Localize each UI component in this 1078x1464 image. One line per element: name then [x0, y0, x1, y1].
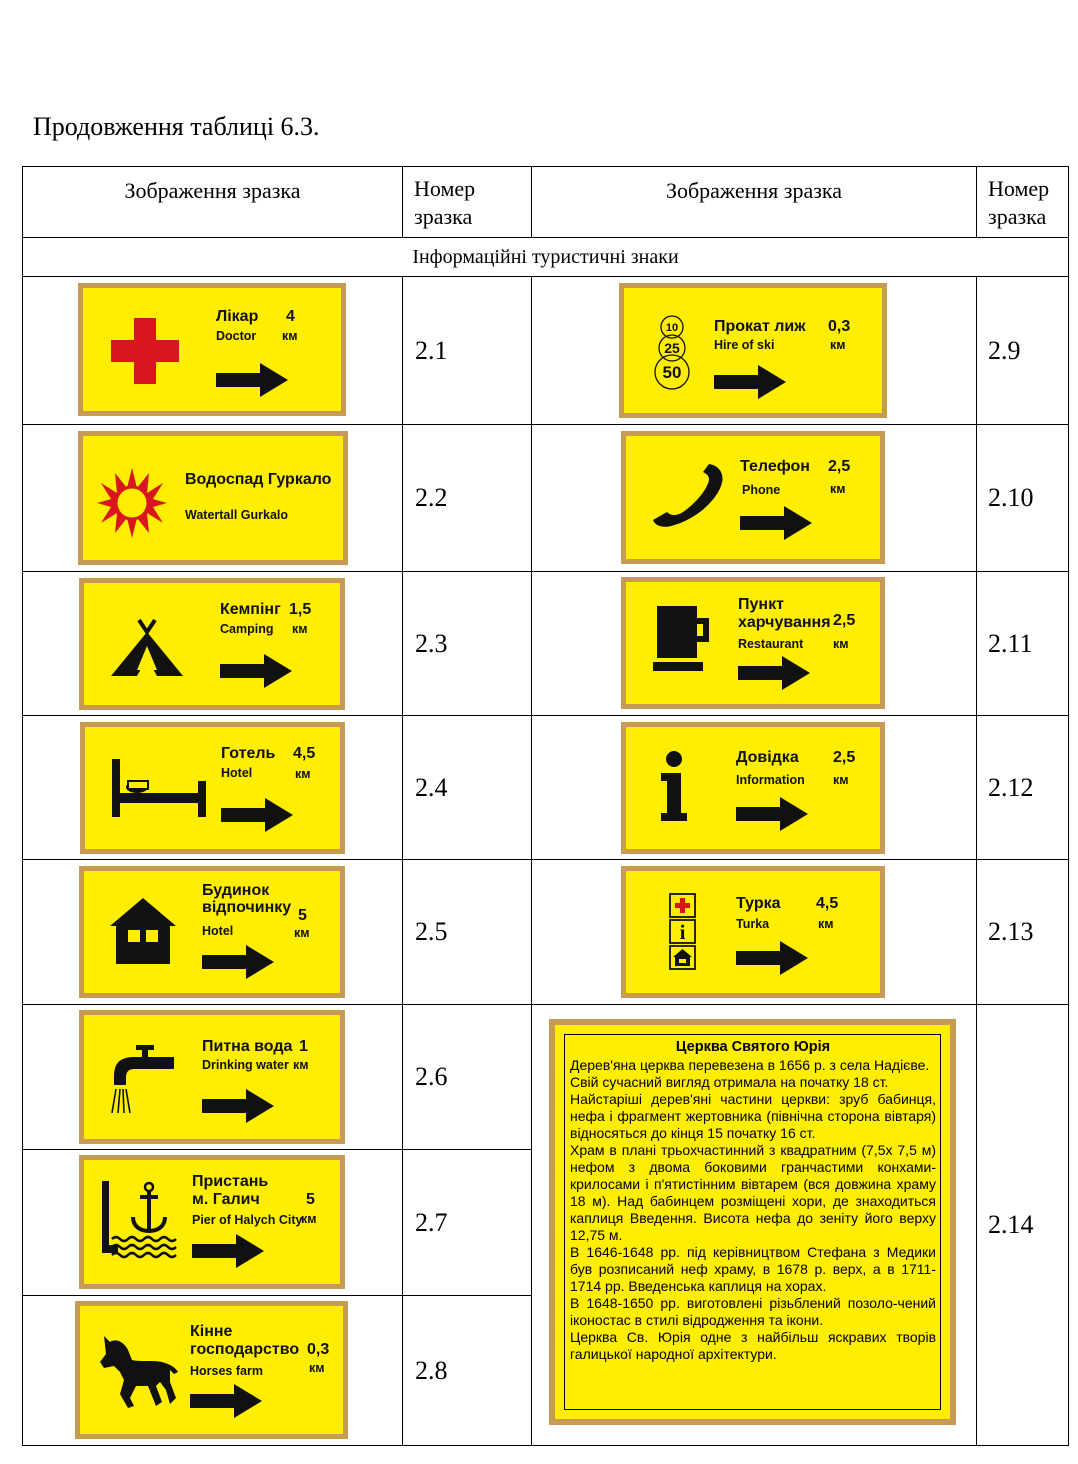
sign-cell-2-13	[532, 860, 977, 1005]
tent-icon	[111, 618, 191, 678]
arrow-right-icon	[220, 654, 294, 690]
water-tap-icon	[108, 1043, 174, 1117]
info-paragraph: В 1646-1648 рр. під керівництвом Стефана з Медики був розписаний неф храму, в 1678 р. верх, а в 1711-1714 рр. Введенська каплиця на хорах.	[570, 1244, 936, 1294]
sign-unit: км	[301, 1212, 317, 1226]
sign-name-line2: м. Галич	[192, 1191, 260, 1208]
sign-number: 2.8	[403, 1296, 532, 1446]
sign-name-en: Horses farm	[190, 1364, 263, 1378]
ski-circle-small: 10	[665, 322, 679, 334]
sign-number: 2.6	[403, 1005, 532, 1150]
info-icon	[659, 751, 689, 823]
header-number-col-right: Номер зразка	[977, 167, 1069, 238]
arrow-right-icon	[714, 365, 788, 401]
info-paragraph: В 1648-1650 рр. виготовлені різьблений позоло-чений іконостас в стилі відродження та ікони.	[570, 1295, 936, 1328]
ski-circle-large: 50	[662, 363, 682, 382]
sign-unit: км	[830, 482, 846, 496]
table-caption: Продовження таблиці 6.3.	[33, 112, 320, 141]
sign-cell-2-7	[23, 1150, 403, 1296]
header-image-col-left: Зображення зразка	[23, 167, 403, 238]
sign-distance: 2,5	[833, 749, 856, 766]
ski-icon	[652, 314, 692, 390]
sign-distance: 0,3	[307, 1341, 330, 1358]
sign-number: 2.2	[403, 425, 532, 572]
sign-cell-2-4	[23, 716, 403, 860]
header-number-col-left: Номер зразка	[403, 167, 532, 238]
sign-name-line1: Кінне	[190, 1323, 233, 1340]
sign-name-en: Camping	[220, 622, 274, 636]
sign-distance: 5	[306, 1191, 315, 1208]
red-cross-icon	[111, 318, 179, 384]
services-icon	[669, 893, 697, 971]
sign-unit: км	[830, 338, 846, 352]
sign-name-line1: Пристань	[192, 1173, 269, 1190]
sign-name-line1: Пункт	[738, 596, 784, 613]
sign-information	[621, 722, 885, 854]
sign-waterfall	[78, 431, 348, 565]
phone-icon	[651, 464, 725, 528]
sign-church-info-board	[549, 1019, 956, 1425]
sign-phone	[621, 431, 885, 564]
sign-number: 2.12	[977, 716, 1069, 860]
sign-number: 2.14	[977, 1005, 1069, 1446]
sign-unit: км	[818, 917, 834, 931]
horse-icon	[96, 1332, 180, 1410]
sign-rest-house	[79, 866, 345, 998]
sign-name: Готель	[221, 745, 276, 762]
sign-number: 2.11	[977, 572, 1069, 716]
services-info-letter: i	[679, 920, 686, 944]
sign-name-en: Hotel	[221, 766, 253, 780]
sign-restaurant	[621, 577, 885, 709]
sign-name-line2: харчування	[738, 614, 831, 631]
sign-distance: 5	[298, 907, 307, 924]
sign-number: 2.3	[403, 572, 532, 716]
sign-camping	[79, 578, 345, 710]
house-icon	[110, 898, 176, 966]
signs-table	[22, 166, 1069, 1446]
section-title: Інформаційні туристичні знаки	[23, 238, 1069, 277]
sign-drinking-water	[79, 1010, 345, 1144]
sign-cell-2-9	[532, 277, 977, 425]
sign-number: 2.9	[977, 277, 1069, 425]
sign-name-en: Turka	[736, 917, 770, 931]
bed-icon	[110, 759, 208, 817]
arrow-right-icon	[216, 363, 290, 399]
sign-unit: км	[833, 637, 849, 651]
sign-doctor	[78, 283, 346, 416]
sign-name-en: Hire of ski	[714, 338, 775, 352]
sign-name: Кемпінг	[220, 601, 281, 618]
info-paragraph: Дерев'яна церква перевезена в 1656 р. з села Надієве.	[570, 1057, 930, 1073]
info-paragraph: Найстаріші дерев'яні частини церкви: зруб бабинця, нефа і фрагмент жертовника (північна сторона вівтаря) відносяться до кінця 15 початку 16 ст.	[570, 1091, 936, 1141]
info-paragraph: Свій сучасний вигляд отримала на початку 18 ст.	[570, 1074, 889, 1090]
sign-name-en: Drinking water	[202, 1058, 289, 1072]
arrow-right-icon	[738, 656, 812, 692]
arrow-right-icon	[740, 506, 814, 542]
sign-cell-2-8	[23, 1296, 403, 1446]
sign-horse-farm	[75, 1301, 348, 1439]
sign-hotel	[80, 722, 345, 854]
sign-cell-2-12	[532, 716, 977, 860]
sign-name: Лікар	[216, 308, 259, 325]
info-paragraph: Церква Св. Юрія одне з найбільш яскравих творів галицької народної архітектури.	[570, 1329, 936, 1362]
sign-unit: км	[294, 926, 310, 940]
sign-ski-hire	[619, 283, 887, 418]
sign-unit: км	[295, 767, 311, 781]
sign-unit: км	[293, 1058, 309, 1072]
sign-distance: 0,3	[828, 318, 851, 335]
sign-name: Водоспад Гуркало	[185, 471, 332, 488]
sign-name: Прокат лиж	[714, 318, 806, 335]
sign-distance: 4	[286, 308, 295, 325]
sign-name-en: Watertall Gurkalo	[185, 508, 289, 522]
sign-name-en: Information	[736, 773, 805, 787]
sign-distance: 1	[299, 1038, 308, 1055]
sign-unit: км	[833, 773, 849, 787]
sign-cell-2-3	[23, 572, 403, 716]
sign-name-en: Doctor	[216, 329, 257, 343]
arrow-right-icon	[736, 941, 810, 977]
anchor-pier-icon	[100, 1181, 180, 1261]
arrow-right-icon	[221, 798, 295, 834]
sign-name-line2: відпочинку	[202, 899, 292, 916]
sign-name: Турка	[736, 895, 781, 912]
sign-number: 2.4	[403, 716, 532, 860]
sign-distance: 2,5	[828, 458, 851, 475]
arrow-right-icon	[202, 1089, 276, 1125]
arrow-right-icon	[202, 945, 276, 981]
info-board-title: Церква Святого Юрія	[675, 1039, 831, 1055]
info-board-frame	[564, 1034, 941, 1410]
arrow-right-icon	[190, 1384, 264, 1420]
cup-icon	[653, 604, 717, 674]
sign-name-en: Phone	[742, 483, 781, 497]
sign-distance: 2,5	[833, 612, 856, 629]
sign-distance: 4,5	[293, 745, 316, 762]
sign-cell-2-10	[532, 425, 977, 572]
sign-unit: км	[282, 329, 298, 343]
sign-distance: 1,5	[289, 601, 312, 618]
sign-unit: км	[309, 1361, 325, 1375]
sign-cell-2-6	[23, 1005, 403, 1150]
sign-name-line1: Будинок	[202, 882, 270, 899]
sign-unit: км	[292, 622, 308, 636]
sign-name-en: Hotel	[202, 924, 234, 938]
sun-icon	[97, 468, 167, 538]
sign-cell-2-14	[532, 1005, 977, 1446]
sign-number: 2.7	[403, 1150, 532, 1296]
ski-circle-mid: 25	[664, 340, 680, 356]
sign-number: 2.13	[977, 860, 1069, 1005]
sign-name-en: Pier of Halych City	[192, 1213, 303, 1227]
sign-name-line2: господарство	[190, 1341, 300, 1358]
sign-turka	[621, 866, 885, 998]
sign-number: 2.1	[403, 277, 532, 425]
sign-name: Телефон	[740, 458, 810, 475]
header-image-col-right: Зображення зразка	[532, 167, 977, 238]
sign-name: Довідка	[736, 749, 799, 766]
sign-number: 2.10	[977, 425, 1069, 572]
sign-distance: 4,5	[816, 895, 839, 912]
arrow-right-icon	[736, 797, 810, 833]
sign-name: Питна вода	[202, 1038, 293, 1055]
sign-pier	[79, 1155, 345, 1289]
sign-cell-2-2	[23, 425, 403, 572]
sign-number: 2.5	[403, 860, 532, 1005]
info-paragraph: Храм в плані трьохчастинний з квадратним (7,5х 7,5 м) нефом з двома боковими гранчастими конхами-крилосами і п'ятистінним вівтарем (вся довжина храму 18 м). Над бабинцем розміщені хори, де знаходиться каплиця Введення. Висота нефа до зеніту його верху 12,75 м.	[570, 1142, 936, 1243]
sign-cell-2-5	[23, 860, 403, 1005]
arrow-right-icon	[192, 1234, 266, 1270]
sign-cell-2-11	[532, 572, 977, 716]
sign-name-en: Restaurant	[738, 637, 804, 651]
sign-cell-2-1	[23, 277, 403, 425]
